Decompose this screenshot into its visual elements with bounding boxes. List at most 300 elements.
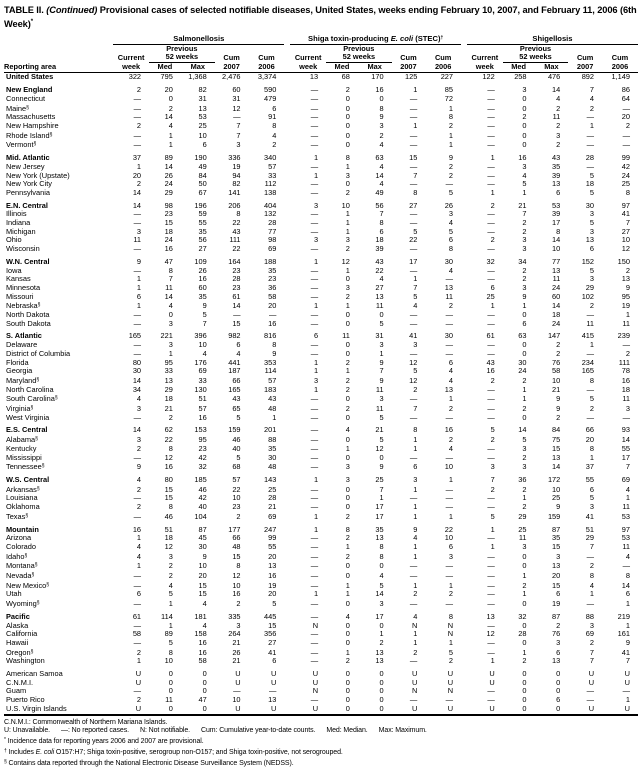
table-row — [4, 679, 638, 688]
value-cell: — — [622, 140, 630, 150]
value-cell: 2 — [413, 647, 418, 657]
table-row — [4, 320, 638, 329]
value-cell: — — [133, 244, 142, 254]
value-cell: 5 — [379, 435, 384, 445]
value-cell: 187 — [228, 366, 241, 376]
value-cell: 42 — [621, 161, 630, 171]
value-cell: 322 — [128, 72, 142, 82]
value-cell: 15 — [198, 580, 207, 590]
value-cell: — — [133, 310, 142, 320]
value-cell: 6 — [272, 656, 277, 666]
value-cell: 8 — [379, 541, 384, 551]
value-cell: 5 — [589, 187, 595, 197]
value-cell: 58 — [268, 291, 277, 301]
value-cell: U — [489, 669, 495, 679]
value-cell: 69 — [621, 475, 630, 484]
reporting-area-cell: Tennessee§ — [6, 462, 45, 472]
value-cell: 97 — [621, 524, 630, 534]
value-cell: — — [487, 561, 495, 571]
table-row — [4, 581, 638, 591]
table-row — [4, 386, 638, 395]
value-cell: 0 — [345, 686, 350, 696]
table-row — [4, 95, 638, 104]
value-cell: 22 — [409, 235, 418, 245]
value-cell: U — [489, 677, 495, 687]
value-cell: 78 — [621, 366, 630, 376]
value-cell: 0 — [345, 340, 350, 350]
value-cell: 172 — [547, 475, 561, 484]
value-cell: — — [310, 112, 319, 122]
value-cell: 51 — [585, 524, 595, 534]
value-cell: 6 — [313, 331, 319, 341]
value-cell: 415 — [581, 331, 595, 341]
value-cell: 4 — [168, 580, 173, 590]
value-cell: — — [233, 112, 241, 122]
value-cell: 98 — [164, 200, 173, 210]
value-cell: 1 — [345, 541, 350, 551]
footnote-asterisk: * Incidence data for reporting years 2006 and 2007 are provisional. — [4, 737, 204, 746]
value-cell: 1,149 — [611, 72, 630, 82]
value-cell: 37 — [132, 153, 142, 163]
value-cell: 816 — [264, 331, 277, 341]
value-cell: 22 — [232, 244, 241, 254]
value-cell: 1 — [625, 310, 630, 320]
value-cell: 0 — [522, 103, 527, 113]
value-cell: 14 — [621, 435, 630, 445]
value-cell: 13 — [268, 561, 277, 571]
value-cell: 2 — [490, 235, 495, 245]
value-cell: 55 — [621, 443, 630, 453]
table-row — [4, 485, 638, 495]
table-row — [4, 367, 638, 376]
value-cell: 41 — [409, 331, 418, 341]
value-cell: 3 — [136, 404, 142, 414]
value-cell: — — [487, 179, 495, 189]
value-cell: 9 — [379, 357, 384, 367]
value-cell: 0 — [345, 502, 350, 512]
value-cell: 111 — [229, 235, 241, 245]
value-cell: U — [235, 669, 241, 679]
value-cell: 13 — [309, 72, 319, 82]
value-cell: 2 — [589, 103, 595, 113]
value-cell: — — [310, 187, 319, 197]
table-row — [4, 163, 638, 172]
value-cell: 21 — [518, 200, 527, 210]
value-cell: 13 — [444, 384, 454, 394]
value-cell: 158 — [194, 629, 207, 639]
value-cell: — — [310, 404, 319, 414]
value-cell: — — [487, 340, 495, 350]
value-cell: — — [310, 412, 319, 422]
value-cell: 2 — [556, 340, 561, 350]
value-cell: 10 — [552, 375, 561, 385]
value-cell: 1 — [313, 170, 319, 180]
table-row — [4, 172, 638, 181]
value-cell: 1 — [413, 274, 418, 284]
value-cell: 7 — [168, 274, 173, 284]
reporting-area-cell: Arizona — [6, 533, 32, 543]
value-cell: 8 — [556, 226, 561, 236]
value-cell: 6 — [556, 187, 561, 197]
value-cell: — — [133, 493, 142, 503]
cum-2007-label: 2007 — [568, 62, 602, 73]
value-cell: — — [310, 282, 319, 292]
value-cell: U — [447, 703, 454, 713]
value-cell: 40 — [232, 443, 241, 453]
value-cell: 4 — [413, 533, 418, 543]
reporting-area-cell: Indiana — [6, 218, 31, 228]
value-cell: 46 — [232, 435, 241, 445]
value-cell: — — [310, 452, 319, 462]
value-cell: 10 — [198, 340, 207, 350]
value-cell: 91 — [268, 112, 277, 122]
value-cell: 29 — [164, 384, 173, 394]
value-cell: — — [310, 85, 319, 95]
value-cell: 5 — [589, 218, 595, 228]
value-cell: 11 — [518, 533, 527, 543]
value-cell: 7 — [202, 318, 207, 328]
reporting-area-cell: Mid. Atlantic — [6, 153, 50, 163]
reporting-area-cell: New York (Upstate) — [6, 170, 70, 180]
value-cell: 21 — [232, 656, 241, 666]
value-cell: 10 — [444, 462, 454, 472]
value-cell: — — [310, 435, 319, 445]
value-cell: — — [487, 647, 495, 657]
value-cell: 3 — [448, 209, 454, 219]
cum-2006-label: 2006 — [425, 62, 461, 73]
value-cell: 22 — [164, 435, 173, 445]
reporting-area-cell: Illinois — [6, 209, 27, 219]
value-cell: 2 — [345, 404, 350, 414]
value-cell: 19 — [268, 580, 277, 590]
value-cell: 0 — [345, 599, 350, 609]
value-cell: 0 — [522, 620, 527, 630]
table-row — [4, 394, 638, 404]
value-cell: — — [622, 412, 630, 422]
value-cell: — — [409, 103, 418, 113]
value-cell: 20 — [268, 589, 277, 599]
value-cell: 5 — [272, 599, 277, 609]
value-cell: 18 — [164, 394, 173, 404]
value-cell: 3 — [136, 226, 142, 236]
value-cell: 2 — [448, 404, 454, 414]
value-cell: 2 — [345, 511, 350, 521]
value-cell: 1 — [413, 435, 418, 445]
value-cell: 0 — [556, 686, 561, 696]
value-cell: — — [409, 218, 418, 228]
reporting-area-cell: Louisiana — [6, 493, 38, 503]
value-cell: 35 — [268, 443, 277, 453]
table-row — [4, 472, 638, 485]
value-cell: 13 — [552, 561, 561, 571]
reporting-area-cell: New York City — [6, 179, 53, 189]
value-cell: 122 — [482, 72, 495, 82]
value-cell: 3 — [522, 161, 527, 171]
week-label: week — [290, 62, 326, 73]
footnote-cnmi: C.N.M.I.: Commonwealth of Northern Mariana Islands. — [4, 718, 168, 726]
value-cell: 69 — [198, 366, 207, 376]
value-cell: 1 — [413, 637, 418, 647]
value-cell: — — [487, 274, 495, 284]
reporting-area-cell: Maryland§ — [6, 375, 40, 385]
value-cell: U — [135, 669, 142, 679]
value-cell: — — [445, 493, 454, 503]
value-cell: 8 — [168, 265, 173, 275]
value-cell: 34 — [132, 384, 142, 394]
value-cell: 9 — [272, 348, 277, 358]
value-cell: U — [411, 669, 418, 679]
value-cell: 11 — [165, 282, 173, 292]
value-cell: 1 — [313, 589, 319, 599]
value-cell: 1 — [345, 218, 350, 228]
value-cell: 335 — [228, 611, 241, 621]
value-cell: — — [487, 404, 495, 414]
value-cell: 177 — [228, 524, 241, 534]
value-cell: U — [312, 669, 319, 679]
value-cell: 7 — [522, 209, 527, 219]
value-cell: 15 — [268, 620, 277, 630]
table-row — [4, 404, 638, 414]
value-cell: 0 — [345, 629, 350, 639]
value-cell: — — [310, 561, 319, 571]
table-row — [4, 657, 638, 666]
value-cell: 12 — [621, 244, 630, 254]
value-cell: 3 — [379, 120, 384, 130]
value-cell: 1 — [345, 366, 350, 376]
value-cell: 1 — [413, 551, 418, 561]
value-cell: 67 — [198, 187, 207, 197]
value-cell: — — [445, 484, 454, 494]
value-cell: — — [487, 310, 495, 320]
value-cell: 89 — [164, 629, 173, 639]
value-cell: 2 — [522, 656, 527, 666]
value-cell: 165 — [581, 366, 595, 376]
med-label: Med — [149, 62, 181, 73]
value-cell: 61 — [132, 611, 142, 621]
reporting-area-cell: Nevada§ — [6, 571, 35, 581]
value-cell: 24 — [164, 235, 173, 245]
value-cell: — — [133, 130, 142, 140]
value-cell: 2 — [236, 511, 241, 521]
value-cell: 6 — [448, 235, 454, 245]
value-cell: 0 — [379, 695, 384, 705]
value-cell: — — [310, 318, 319, 328]
reporting-area-cell: Kentucky — [6, 443, 37, 453]
value-cell: 138 — [264, 187, 277, 197]
value-cell: — — [233, 310, 241, 320]
value-cell: 3 — [522, 235, 527, 245]
value-cell: — — [409, 112, 418, 122]
value-cell: 3 — [236, 140, 241, 150]
value-cell: 6 — [556, 647, 561, 657]
value-cell: 13 — [585, 235, 595, 245]
value-cell: 7 — [379, 209, 384, 219]
value-cell: — — [409, 695, 418, 705]
reporting-area-cell: Guam — [6, 686, 27, 696]
value-cell: 7 — [379, 366, 384, 376]
table-row — [4, 561, 638, 571]
table-row — [4, 180, 638, 189]
table-row — [4, 590, 638, 599]
table-row — [4, 236, 638, 245]
value-cell: 14 — [132, 425, 142, 435]
value-cell: 7 — [236, 120, 241, 130]
reporting-area-cell: Mississippi — [6, 452, 42, 462]
value-cell: 57 — [198, 404, 207, 414]
value-cell: 56 — [375, 200, 384, 210]
value-cell: 87 — [198, 524, 207, 534]
value-cell: 11 — [622, 541, 630, 551]
value-cell: 104 — [194, 511, 207, 521]
value-cell: U — [235, 677, 241, 687]
value-cell: 7 — [589, 85, 595, 95]
value-cell: 12 — [341, 256, 350, 266]
value-cell: 8 — [168, 647, 173, 657]
table-row — [4, 454, 638, 463]
notifiable-diseases-table — [4, 34, 638, 715]
value-cell: 3 — [556, 551, 561, 561]
value-cell: 3 — [345, 475, 350, 484]
value-cell: 53 — [621, 511, 630, 521]
week-label: week — [113, 62, 149, 73]
value-cell: 11 — [375, 404, 384, 414]
value-cell: 26 — [232, 647, 241, 657]
value-cell: 0 — [345, 274, 350, 284]
group-header-row — [4, 34, 638, 44]
value-cell: 9 — [379, 112, 384, 122]
value-cell: 8 — [272, 120, 277, 130]
value-cell: 45 — [198, 533, 207, 543]
value-cell: 4 — [625, 484, 630, 494]
value-cell: — — [409, 140, 418, 150]
value-cell: 42 — [198, 452, 207, 462]
value-cell: U — [312, 677, 319, 687]
value-cell: 3 — [379, 340, 384, 350]
value-cell: 51 — [198, 394, 207, 404]
value-cell: 53 — [198, 112, 207, 122]
value-cell: 9 — [625, 637, 630, 647]
table-row — [4, 622, 638, 631]
value-cell: 28 — [518, 629, 527, 639]
value-cell: 0 — [379, 669, 384, 679]
value-cell: — — [310, 462, 319, 472]
reporting-area-cell: Massachusetts — [6, 112, 56, 122]
value-cell: 102 — [581, 291, 595, 301]
value-cell: 0 — [202, 669, 207, 679]
value-cell: 10 — [232, 580, 241, 590]
value-cell: 16 — [164, 462, 173, 472]
value-cell: 183 — [264, 384, 277, 394]
value-cell: 88 — [585, 611, 595, 621]
value-cell: — — [409, 656, 418, 666]
cum-2007-label: 2007 — [392, 62, 426, 73]
value-cell: 1 — [413, 629, 418, 639]
value-cell: — — [310, 120, 319, 130]
value-cell: 7 — [413, 170, 418, 180]
value-cell: 14 — [552, 235, 561, 245]
value-cell: 892 — [581, 72, 595, 82]
value-cell: — — [586, 412, 595, 422]
value-cell: 55 — [198, 218, 207, 228]
value-cell: 17 — [375, 502, 384, 512]
value-cell: 2 — [448, 435, 454, 445]
value-cell: 13 — [375, 533, 384, 543]
value-cell: 159 — [547, 511, 561, 521]
value-cell: 16 — [164, 244, 173, 254]
value-cell: 6 — [202, 140, 207, 150]
value-cell: 14 — [375, 170, 384, 180]
value-cell: — — [445, 318, 454, 328]
value-cell: — — [487, 265, 495, 275]
value-cell: — — [409, 209, 418, 219]
table-row — [4, 503, 638, 512]
value-cell: 18 — [552, 310, 561, 320]
value-cell: — — [133, 511, 142, 521]
value-cell: 11 — [342, 331, 350, 341]
value-cell: 25 — [621, 179, 630, 189]
value-cell: 2 — [168, 571, 173, 581]
value-cell: — — [310, 443, 319, 453]
value-cell: 479 — [264, 93, 277, 103]
reporting-area-cell: Mountain — [6, 524, 39, 534]
value-cell: 11 — [552, 112, 561, 122]
value-cell: 4 — [522, 170, 527, 180]
value-cell: 2 — [345, 375, 350, 385]
value-cell: 41 — [585, 511, 595, 521]
value-cell: — — [487, 443, 495, 453]
blank-cell — [467, 44, 503, 53]
value-cell: N — [312, 686, 319, 696]
value-cell: 1 — [448, 475, 454, 484]
value-cell: 22 — [232, 484, 241, 494]
value-cell: 99 — [268, 533, 277, 543]
value-cell: 10 — [341, 200, 350, 210]
table-row — [4, 328, 638, 341]
value-cell: 24 — [518, 366, 527, 376]
value-cell: 33 — [198, 375, 207, 385]
value-cell: 57 — [232, 475, 241, 484]
table-row — [4, 210, 638, 219]
value-cell: 2,476 — [222, 72, 241, 82]
value-cell: 65 — [232, 404, 241, 414]
value-cell: — — [409, 161, 418, 171]
value-cell: 48 — [268, 462, 277, 472]
value-cell: 14 — [132, 187, 142, 197]
reporting-area-cell: Iowa — [6, 265, 22, 275]
value-cell: 3 — [136, 435, 142, 445]
value-cell: 2 — [556, 348, 561, 358]
value-cell: 11 — [622, 318, 630, 328]
value-cell: 132 — [264, 209, 277, 219]
value-cell: — — [310, 551, 319, 561]
value-cell: 14 — [552, 301, 561, 311]
value-cell: 3,374 — [257, 72, 277, 82]
value-cell: 2 — [490, 484, 495, 494]
blank-cell — [568, 44, 602, 53]
value-cell: 147 — [547, 331, 561, 341]
value-cell: — — [445, 340, 454, 350]
table-row — [4, 359, 638, 368]
value-cell: — — [133, 103, 142, 113]
table-row — [4, 414, 638, 423]
reporting-area-cell: New Hampshire — [6, 120, 59, 130]
table-row — [4, 267, 638, 276]
value-cell: 1 — [589, 452, 595, 462]
value-cell: 14 — [232, 301, 241, 311]
value-cell: 170 — [371, 72, 384, 82]
table-row — [4, 543, 638, 552]
value-cell: 234 — [581, 357, 595, 367]
